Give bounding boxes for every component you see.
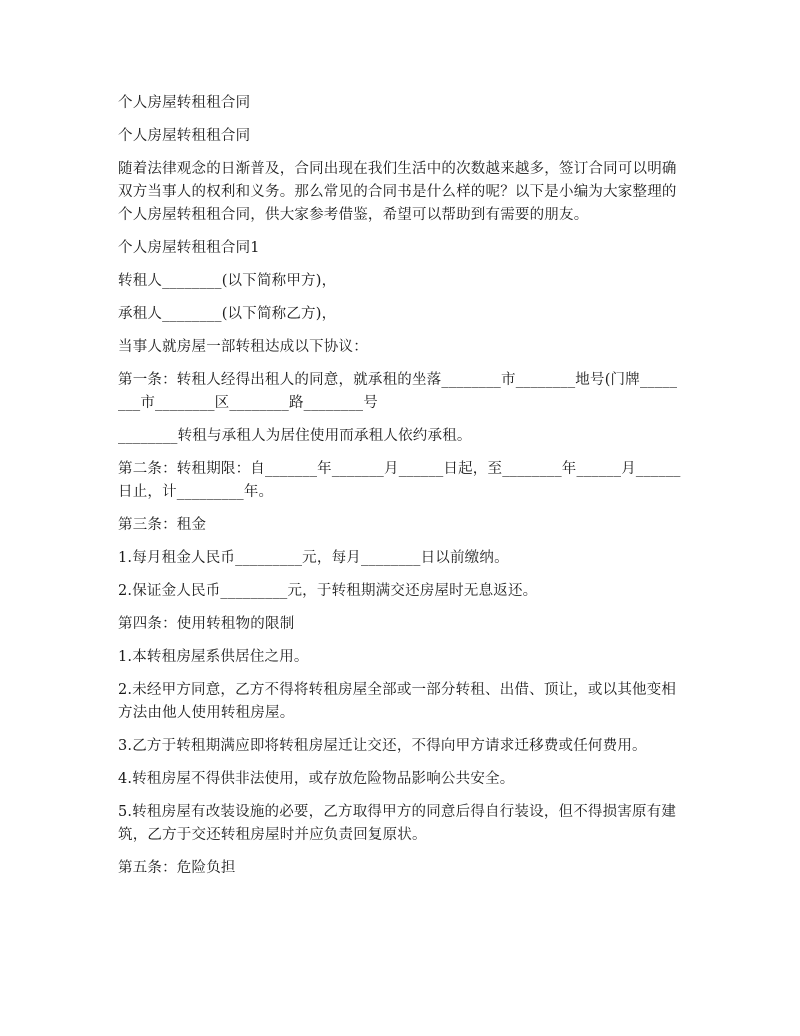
article-4-item-2: 2.未经甲方同意，乙方不得将转租房屋全部或一部分转租、出借、顶让，或以其他变相方法由他人使用转租房屋。 [118,682,677,721]
sublessor-line: 转租人________(以下简称甲方)， [118,273,337,289]
document-page [118,92,684,890]
article-5-heading: 第五条：危险负担 [118,860,236,876]
contract-heading-1: 个人房屋转租租合同1 [118,240,260,256]
doc-title: 个人房屋转租租合同 [118,95,251,111]
doc-subtitle: 个人房屋转租租合同 [118,128,251,144]
article-4-heading: 第四条：使用转租物的限制 [118,616,295,632]
article-1: 第一条：转租人经得出租人的同意，就承租的坐落________市________地号(门牌________市________区________路________号 [118,372,678,411]
article-3-item-2: 2.保证金人民币_________元，于转租期满交还房屋时无息返还。 [118,583,538,599]
article-4-item-1: 1.本转租房屋系供居住之用。 [118,649,309,665]
sublessee-line: 承租人________(以下简称乙方)， [118,306,337,322]
article-3-heading: 第三条：租金 [118,517,207,533]
article-4-item-3: 3.乙方于转租期满应即将转租房屋迁让交还，不得向甲方请求迁移费或任何费用。 [118,738,647,754]
article-3-item-1: 1.每月租金人民币_________元，每月________日以前缴纳。 [118,550,509,566]
article-4-item-4: 4.转租房屋不得供非法使用，或存放危险物品影响公共安全。 [118,771,515,787]
article-4-item-5: 5.转租房屋有改装设施的必要，乙方取得甲方的同意后得自行装设，但不得损害原有建筑，乙方于交还转租房屋时并应负责回复原状。 [118,804,677,843]
article-2: 第二条：转租期限：自_______年_______月______日起，至________年______月______日止，计_________年。 [118,461,681,500]
agreement-line: 当事人就房屋一部转租达成以下协议： [118,339,368,355]
article-1-continued: ________转租与承租人为居住使用而承租人依约承租。 [118,428,472,444]
intro-paragraph: 随着法律观念的日渐普及，合同出现在我们生活中的次数越来越多，签订合同可以明确双方当事人的权利和义务。那么常见的合同书是什么样的呢？以下是小编为大家整理的个人房屋转租租合同，供大家参考借鉴，希望可以帮助到有需要的朋友。 [118,161,677,223]
